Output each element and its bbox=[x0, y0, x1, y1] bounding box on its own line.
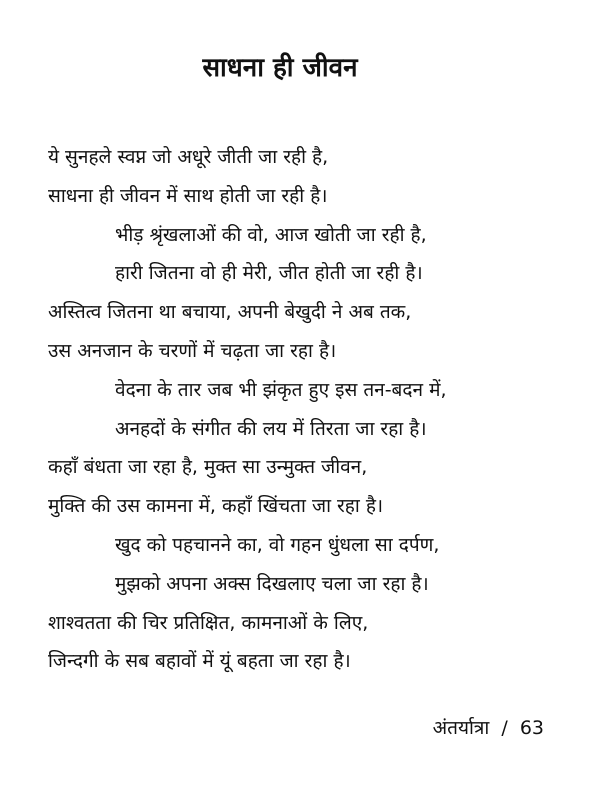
book-title: अंतर्यात्रा bbox=[432, 717, 490, 739]
poem-line: कहाँ बंधता जा रहा है, मुक्त सा उन्मुक्त जीवन, bbox=[48, 456, 368, 479]
poem-line: हारी जितना वो ही मेरी, जीत होती जा रही है। bbox=[115, 262, 423, 285]
page-number: 63 bbox=[519, 717, 544, 739]
poem-body bbox=[48, 138, 578, 681]
poem-line: साधना ही जीवन में साथ होती जा रही है। bbox=[48, 184, 328, 207]
footer-separator: / bbox=[501, 717, 508, 739]
page-footer bbox=[433, 712, 544, 744]
poem-line: शाश्वतता की चिर प्रतिक्षित, कामनाओं के लिए, bbox=[48, 611, 369, 634]
poem-line: अनहदों के संगीत की लय में तिरता जा रहा है। bbox=[115, 417, 427, 440]
poem-line: उस अनजान के चरणों में चढ़ता जा रहा है। bbox=[48, 339, 337, 362]
poem-line: मुझको अपना अक्स दिखलाए चला जा रहा है। bbox=[115, 572, 429, 595]
poem-line: ये सुनहले स्वप्न जो अधूरे जीती जा रही है, bbox=[48, 146, 329, 168]
poem-line: जिन्दगी के सब बहावों में यूं बहता जा रहा है। bbox=[48, 650, 351, 673]
poem-line: भीड़ श्रृंखलाओं की वो, आज खोती जा रही है, bbox=[115, 223, 427, 246]
poem-line: वेदना के तार जब भी झंकृत हुए इस तन-बदन में, bbox=[115, 378, 447, 401]
poem-line: मुक्ति की उस कामना में, कहाँ खिंचता जा रहा है। bbox=[48, 495, 384, 518]
poem-line: खुद को पहचानने का, वो गहन धुंधला सा दर्पण, bbox=[115, 533, 440, 556]
poem-line: अस्तित्व जितना था बचाया, अपनी बेखुदी ने अब तक, bbox=[48, 301, 412, 324]
poem-title: साधना ही जीवन bbox=[202, 53, 358, 83]
